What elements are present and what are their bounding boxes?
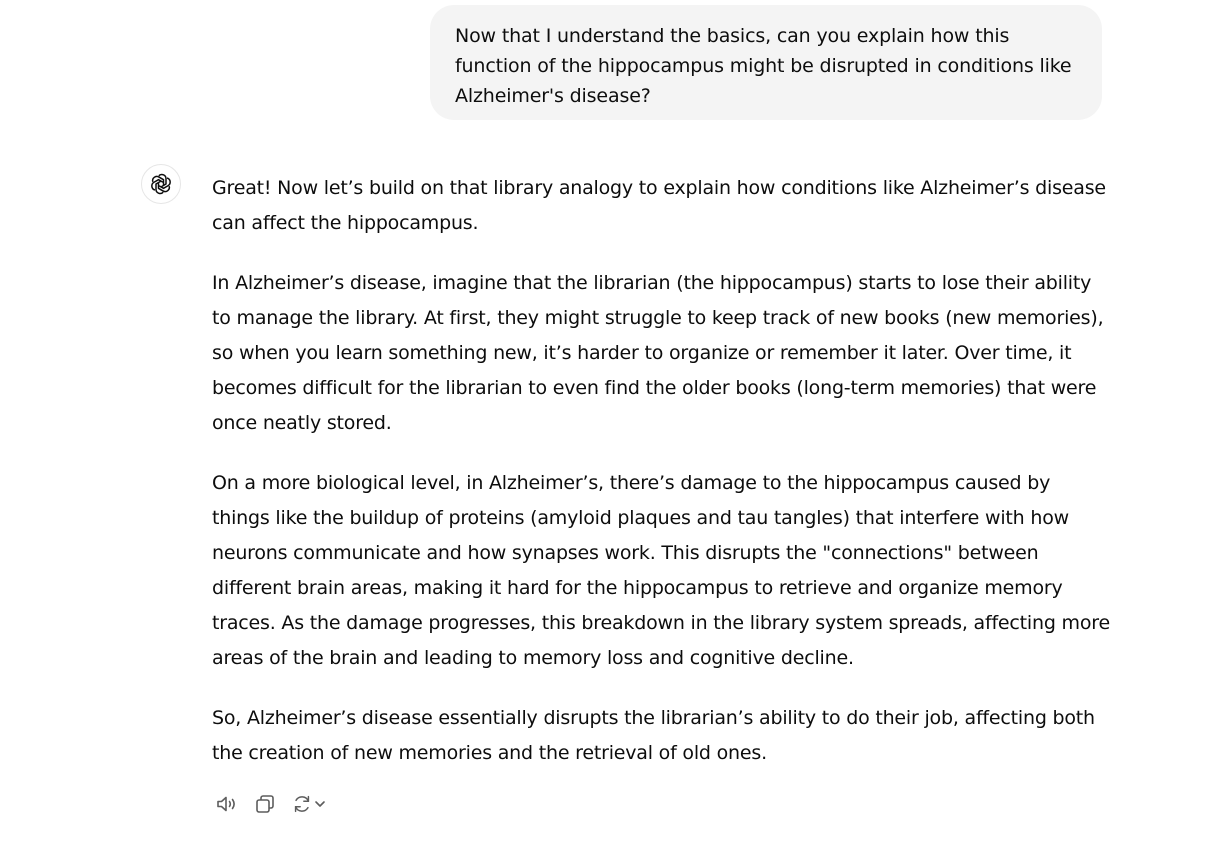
regenerate-button[interactable]: [288, 789, 330, 819]
message-actions: [212, 789, 338, 819]
user-message-bubble: [430, 5, 1102, 120]
read-aloud-icon: [215, 792, 239, 816]
copy-button[interactable]: [250, 789, 280, 819]
chevron-down-icon: [313, 797, 327, 811]
copy-icon: [253, 792, 277, 816]
assistant-paragraph-3: On a more biological level, in Alzheimer’s, there’s damage to the hippocampus caused by things like the buildup of proteins (amyloid plaques and tau tangles) that interfere with how neurons communicate and how synapses work. This disrupts the "connections" between different brain areas, making it hard for the hippocampus to retrieve and organize memory traces. As the damage progresses, this breakdown in the library system spreads, affecting more areas of the brain and leading to memory loss and cognitive decline.: [212, 472, 1110, 669]
assistant-paragraph-1: Great! Now let’s build on that library analogy to explain how conditions like Alzheimer’s disease can affect the hippocampus.: [212, 177, 1106, 234]
assistant-message: [212, 171, 1112, 796]
openai-logo-icon: [149, 172, 173, 196]
assistant-avatar: [141, 164, 181, 204]
assistant-paragraph-4: So, Alzheimer’s disease essentially disrupts the librarian’s ability to do their job, affecting both the creation of new memories and the retrieval of old ones.: [212, 707, 1095, 764]
regenerate-icon: [291, 793, 313, 815]
assistant-paragraph-2: In Alzheimer’s disease, imagine that the librarian (the hippocampus) starts to lose their ability to manage the library. At first, they might struggle to keep track of new books (new memories), so when you learn something new, it’s harder to organize or remember it later. Over time, it becomes difficult for the librarian to even find the older books (long-term memories) that were once neatly stored.: [212, 272, 1104, 434]
user-message-text: Now that I understand the basics, can you explain how this function of the hippocampus might be disrupted in conditions like Alzheimer's disease?: [455, 25, 1072, 107]
read-aloud-button[interactable]: [212, 789, 242, 819]
